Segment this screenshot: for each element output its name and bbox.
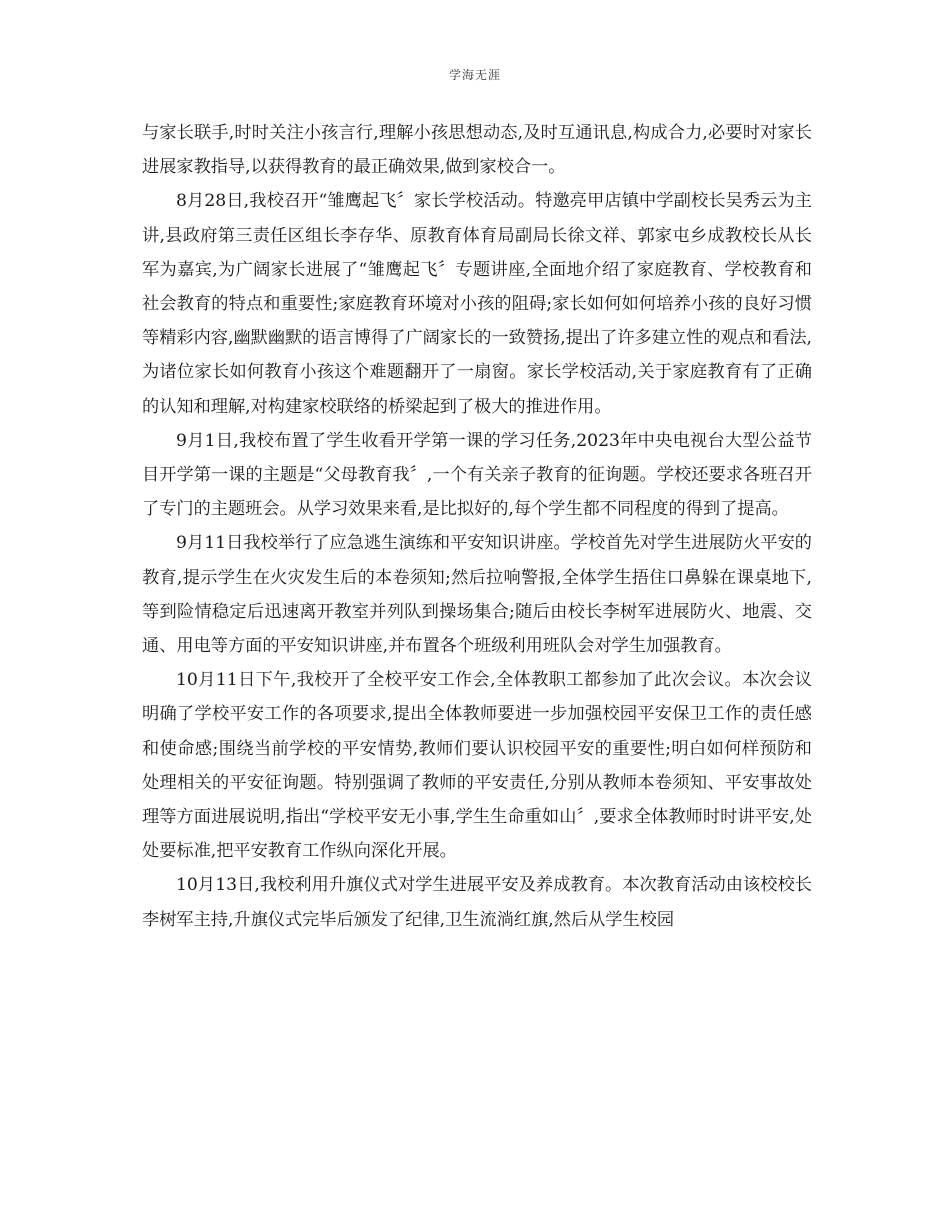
page-header: 学海无涯 — [448, 68, 501, 82]
paragraph-oct-11: 10月11日下午,我校开了全校平安工作会,全体教职工都参加了此次会议。本次会议明确了学校平安工作的各项要求,提出全体教师要进一步加强校园平安保卫工作的责任感和使命感;围绕当前学校的平安情势,教师们要认识校园平安的重要性;明白如何样预防和处理相关的平安征询题。特别强调了教师的平安责任,分别从教师本卷须知、平安事故处理等方面进展说明,指出“学校平安无小事,学生生命重如山〞,要求全体教师时时讲平安,处处要标准,把平安教育工作纵向深化开展。 — [142, 670, 812, 862]
paragraph-aug-28: 8月28日,我校召开“雏鹰起飞〞家长学校活动。特邀亮甲店镇中学副校长吴秀云为主讲,县政府第三责任区组长李存华、原教育体育局副局长徐文祥、郭家屯乡成教校长从长军为嘉宾,为广阔家长进展了“雏鹰起飞〞专题讲座,全面地介绍了家庭教育、学校教育和社会教育的特点和重要性;家庭教育环境对小孩的阻碍;家长如何如何培养小孩的良好习惯等精彩内容,幽默幽默的语言博得了广阔家长的一致赞扬,提出了许多建立性的观点和看法,为诸位家长如何教育小孩这个难题翻开了一扇窗。家长学校活动,关于家庭教育有了正确的认知和理解,对构建家校联络的桥梁起到了极大的推进作用。 — [142, 191, 812, 417]
paragraph-sep-11: 9月11日我校举行了应急逃生演练和平安知识讲座。学校首先对学生进展防火平安的教育,提示学生在火灾发生后的本卷须知;然后拉响警报,全体学生捂住口鼻躲在课桌地下,等到险情稳定后迅速离开教室并列队到操场集合;随后由校长李树军进展防火、地震、交通、用电等方面的平安知识讲座,并布置各个班级利用班队会对学生加强教育。 — [142, 533, 812, 657]
document-body — [142, 116, 812, 937]
paragraph-oct-13: 10月13日,我校利用升旗仪式对学生进展平安及养成教育。本次教育活动由该校校长李树军主持,升旗仪式完毕后颁发了纪律,卫生流淌红旗,然后从学生校园 — [142, 875, 812, 930]
paragraph-sep-1: 9月1日,我校布置了学生收看开学第一课的学习任务,2023年中央电视台大型公益节目开学第一课的主题是“父母教育我〞,一个有关亲子教育的征询题。学校还要求各班召开了专门的主题班会。从学习效果来看,是比拟好的,每个学生都不同程度的得到了提高。 — [142, 430, 812, 520]
paragraph-continued: 与家长联手,时时关注小孩言行,理解小孩思想动态,及时互通讯息,构成合力,必要时对家长进展家教指导,以获得教育的最正确效果,做到家校合一。 — [142, 123, 812, 178]
